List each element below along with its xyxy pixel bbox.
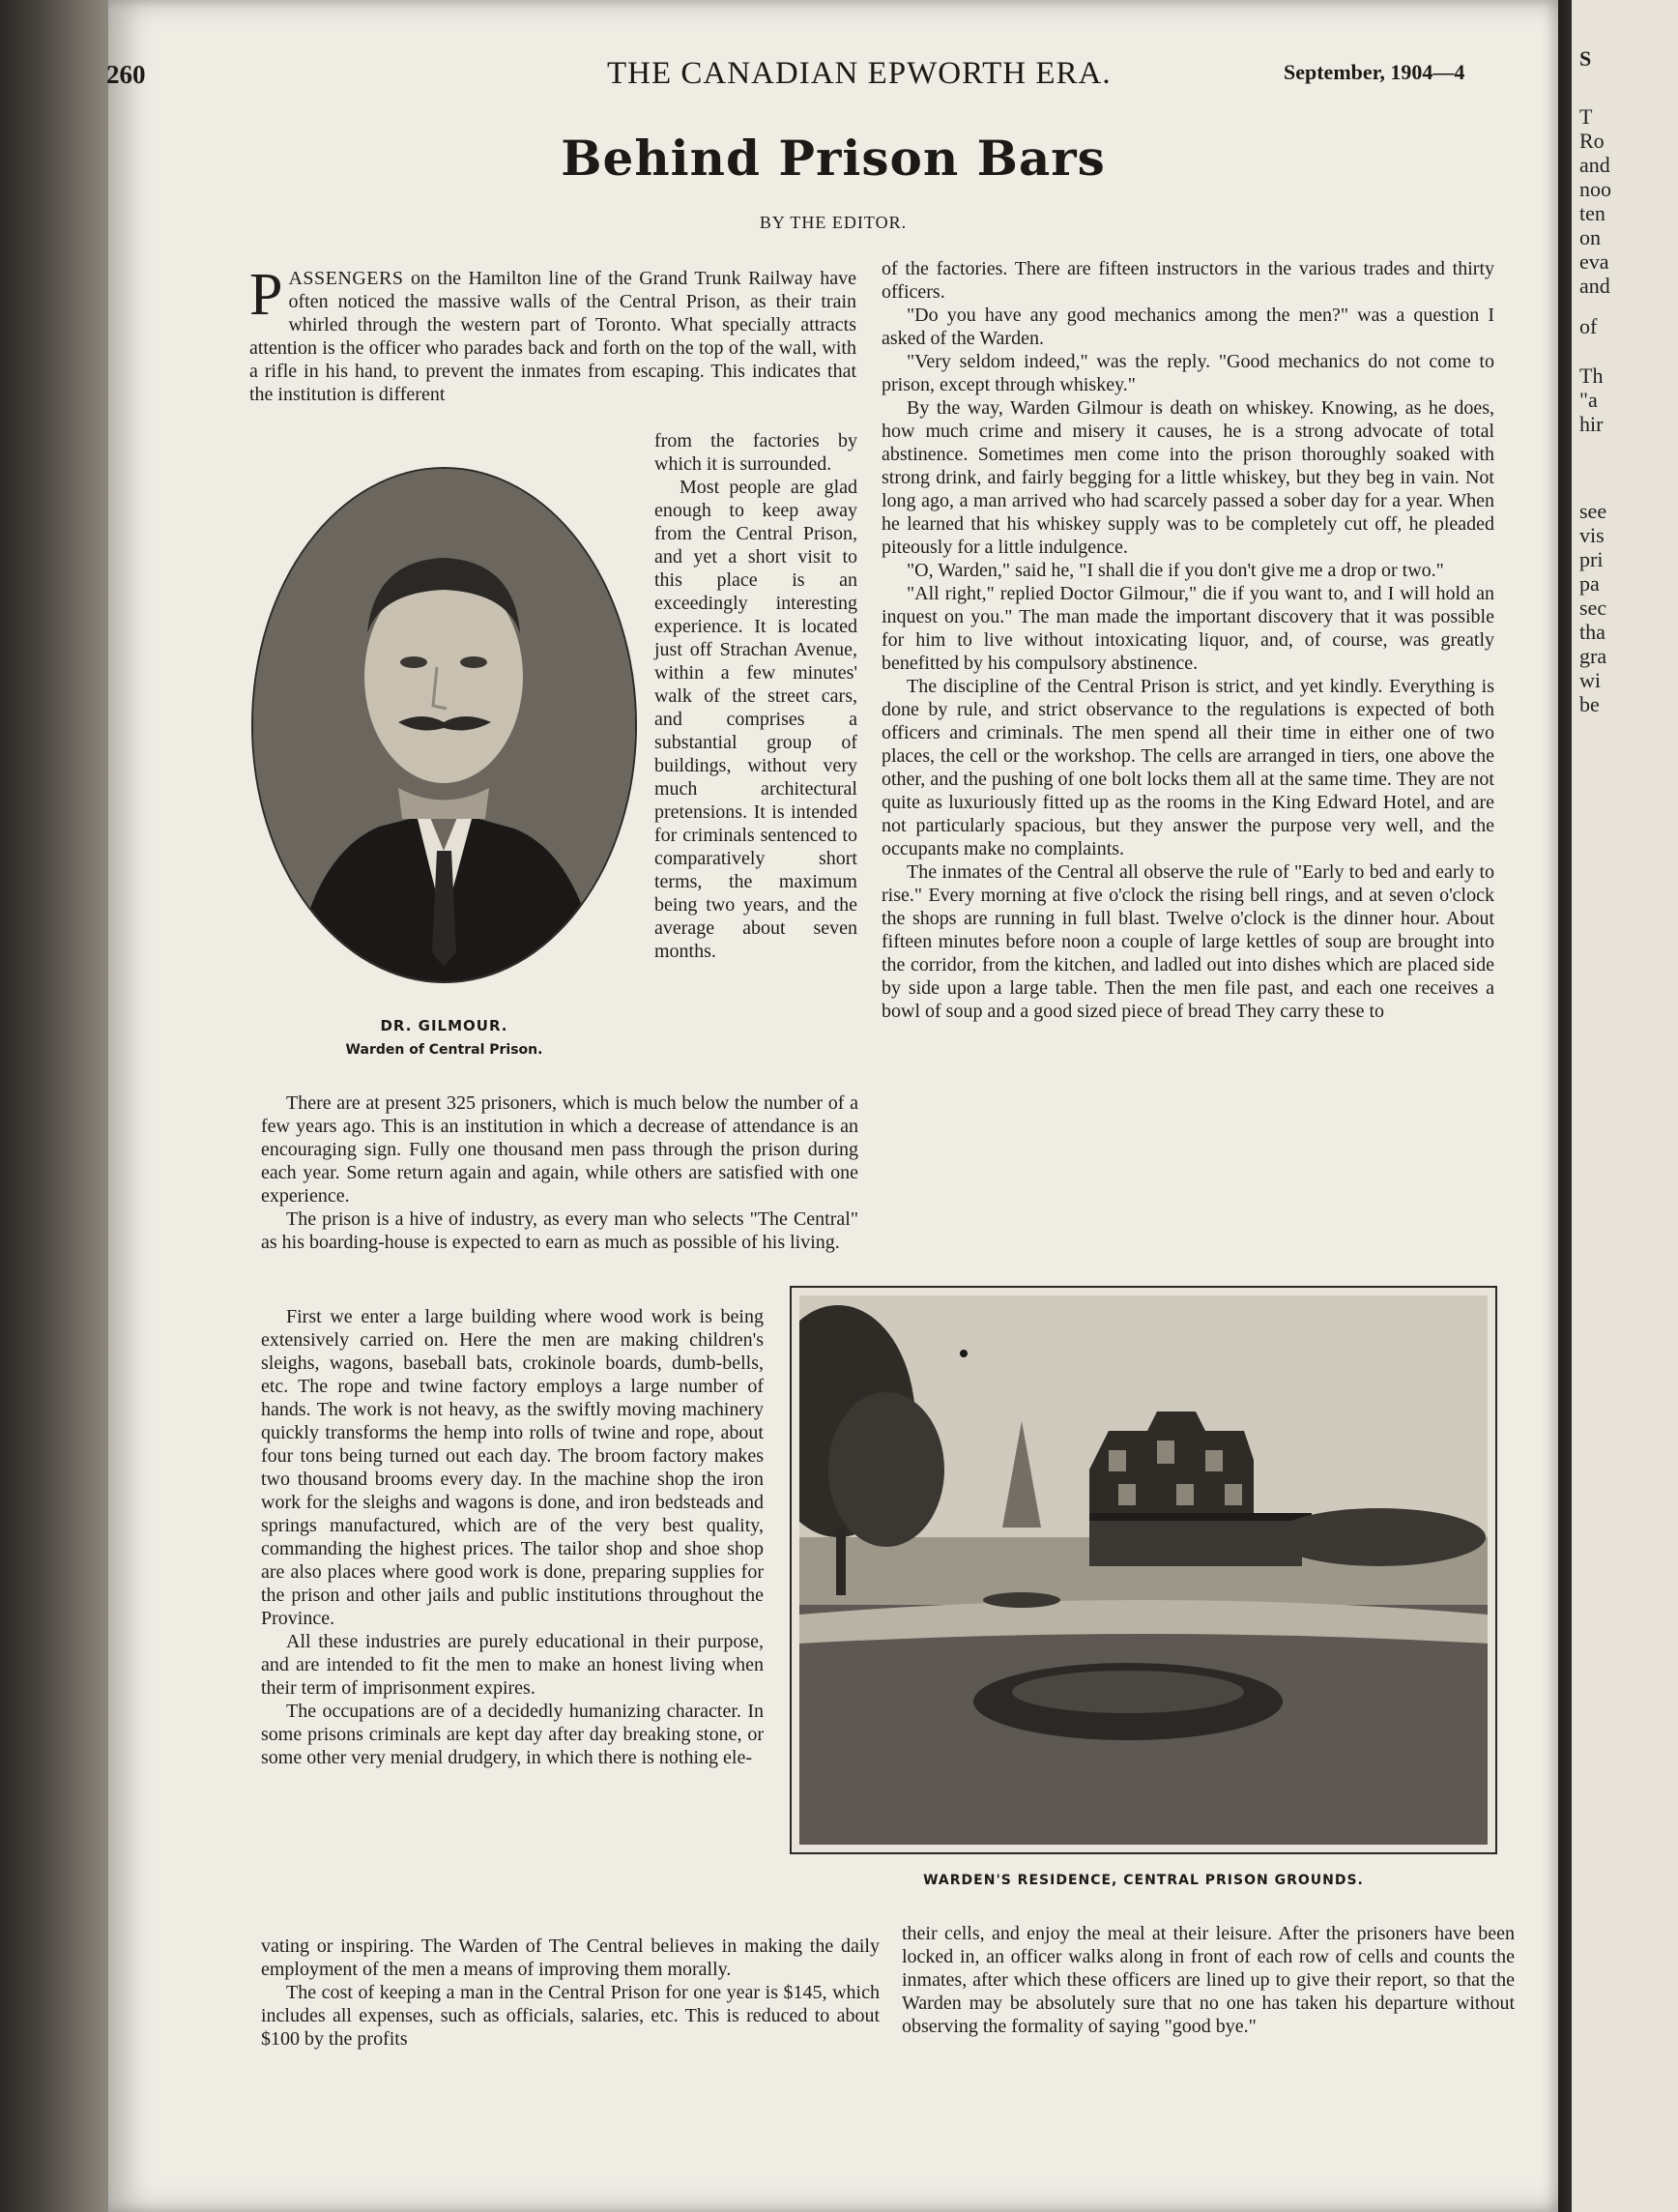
paragraph: First we enter a large building where wood work is being extensively carried on. Here the men are making children's sleighs, wagons, baseball bats, crokinole boards, dumb-bells, etc. The rope and twine factory employs a large number of hands. The work is not heavy, as the swiftly moving machinery quickly transforms the hemp into rolls of twine and rope, about four tons being turned out each day. The broom factory makes two thousand brooms every day. In the machine shop the iron work for the sleighs and wagons is done, and iron bedsteads and springs manufactured, which are of the very best quality, commanding the highest prices. The tailor shop and shoe shop are also places where good work is done, preparing supplies for the prison and other jails and public institutions throughout the Province. bbox=[261, 1306, 764, 1629]
photo-caption: WARDEN'S RESIDENCE, CENTRAL PRISON GROUNDS. bbox=[923, 1873, 1364, 1888]
page-number: 260 bbox=[106, 60, 146, 89]
residence-photo bbox=[799, 1295, 1488, 1845]
paragraph: "Very seldom indeed," was the reply. "Good mechanics do not come to prison, except through whiskey." bbox=[882, 351, 1494, 395]
next-page-fragment: noo bbox=[1579, 177, 1611, 201]
article-title: Behind Prison Bars bbox=[561, 130, 1106, 187]
paragraph: The inmates of the Central all observe the rule of "Early to bed and early to rise." Every morning at five o'clock the rising bell rings, and at seven o'clock the shops are running in full blast. Twelve o'clock is the dinner hour. About fifteen minutes before noon a couple of large kettles of soup are brought into the corridor, from the kitchen, and ladled out into dishes which are placed side by side upon a large table. Then the men file past, and each one receives a bowl of soup and a good sized piece of bread They carry these to bbox=[882, 861, 1494, 1022]
paragraph: All these industries are purely educational in their purpose, and are intended to fit the men to make an honest living when their term of imprisonment expires. bbox=[261, 1631, 764, 1699]
portrait-caption-name: DR. GILMOUR. bbox=[380, 1017, 508, 1034]
portrait-image bbox=[253, 469, 635, 981]
next-page-fragment: tha bbox=[1579, 620, 1606, 644]
issue-date: September, 1904—4 bbox=[1284, 60, 1465, 84]
paragraph: The occupations are of a decidedly humanizing character. In some prisons criminals are kept day after day breaking stone, or some other very menial drudgery, in which there is nothing ele- bbox=[261, 1701, 764, 1768]
drop-cap: P bbox=[249, 262, 283, 328]
paragraph: from the factories by which it is surrounded. bbox=[654, 430, 857, 475]
next-page-fragment: Th bbox=[1579, 364, 1604, 388]
residence-scene bbox=[799, 1295, 1488, 1845]
text-column-left-middle bbox=[261, 1091, 858, 1254]
text-column-left-bottom bbox=[261, 1935, 880, 2051]
text-column-right bbox=[882, 257, 1494, 1023]
article-lead bbox=[249, 262, 856, 406]
book-binding bbox=[0, 0, 108, 2212]
paragraph: The prison is a hive of industry, as every man who selects "The Central" as his boarding-house is expected to earn as much as possible of his living. bbox=[261, 1208, 858, 1253]
adjacent-page-edge bbox=[1572, 0, 1678, 2212]
next-page-fragment: on bbox=[1579, 225, 1601, 249]
next-page-fragment: of bbox=[1579, 314, 1598, 338]
portrait-caption-role: Warden of Central Prison. bbox=[345, 1042, 543, 1058]
next-page-fragment: vis bbox=[1579, 523, 1605, 547]
next-page-fragment: ten bbox=[1579, 201, 1606, 225]
paragraph: There are at present 325 prisoners, which is much below the number of a few years ago. This is an institution in which a decrease of attendance is an encouraging sign. Fully one thousand men pass through the prison during each year. Some return again and again, while others are satisfied with one experience. bbox=[261, 1092, 858, 1207]
paragraph: their cells, and enjoy the meal at their leisure. After the prisoners have been locked in, an officer walks along in front of each row of cells and counts the inmates, after which these officers are lined up to give their report, so that the Warden may be absolutely sure that no one has taken his departure without observing the formality of saying "good bye." bbox=[902, 1923, 1515, 2037]
paragraph: Most people are glad enough to keep away from the Central Prison, and yet a short visit to this place is an exceedingly interesting experience. It is located just off Strachan Avenue, within a few minutes' walk of the street cars, and comprises a substantial group of buildings, without very much architectural pretensions. It is intended for criminals sentenced to comparatively short terms, the maximum being two years, and the average about seven months. bbox=[654, 477, 857, 962]
next-page-fragment: sec bbox=[1579, 596, 1607, 620]
residence-photo-frame bbox=[790, 1286, 1497, 1854]
lead-smallcaps: ASSENGERS bbox=[288, 268, 404, 289]
paragraph: vating or inspiring. The Warden of The Central believes in making the daily employment of the men a means of improving them morally. bbox=[261, 1936, 880, 1980]
next-page-fragment: T bbox=[1579, 104, 1593, 129]
next-page-fragment: Ro bbox=[1579, 129, 1605, 153]
paragraph: "Do you have any good mechanics among the men?" was a question I asked of the Warden. bbox=[882, 305, 1494, 349]
next-page-fragment: pa bbox=[1579, 571, 1600, 596]
portrait-photo bbox=[253, 469, 635, 981]
next-page-fragment: and bbox=[1579, 153, 1610, 177]
next-page-fragment: "a bbox=[1579, 388, 1598, 412]
next-page-fragment: wi bbox=[1579, 668, 1601, 692]
paragraph: By the way, Warden Gilmour is death on whiskey. Knowing, as he does, how much crime and misery it causes, he is a strong advocate of total abstinence. Sometimes men come into the prison thoroughly soaked with strong drink, and fairly begging for a little whiskey, but they beg in vain. Not long ago, a man arrived who had scarcely passed a sober day for a year. When he learned that his whiskey supply was to be completely cut off, he pleaded piteously for a little indulgence. bbox=[882, 397, 1494, 558]
paragraph: "All right," replied Doctor Gilmour," die if you want to, and I will hold an inquest on you." The man made the important discovery that it was possible for him to live without intoxicating liquor, and, of course, was greatly benefitted by his compulsory abstinence. bbox=[882, 583, 1494, 674]
portrait-figure bbox=[253, 469, 635, 981]
text-beside-portrait bbox=[654, 429, 857, 963]
journal-title: THE CANADIAN EPWORTH ERA. bbox=[607, 56, 1112, 91]
paragraph: of the factories. There are fifteen instructors in the various trades and thirty officers. bbox=[882, 258, 1494, 303]
next-page-fragment: and bbox=[1579, 274, 1610, 298]
paragraph: The discipline of the Central Prison is strict, and yet kindly. Everything is done by rule, and strict observance to the regulations is expected of both officers and criminals. The men spend all their time in either one of two places, the cell or the workshop. The cells are arranged in tiers, one above the other, and the pushing of one bolt locks them all at the same time. They are not quite as luxuriously fitted up as the rooms in the King Edward Hotel, and are not particularly spacious, but they answer the purpose very well, and the occupants make no complaints. bbox=[882, 676, 1494, 859]
next-page-fragment: hir bbox=[1579, 412, 1604, 436]
text-column-left-lower bbox=[261, 1305, 764, 1769]
text-column-right-bottom bbox=[902, 1922, 1515, 2038]
article-byline: BY THE EDITOR. bbox=[759, 213, 908, 232]
page-gutter bbox=[1558, 0, 1572, 2212]
next-page-fragment: gra bbox=[1579, 644, 1607, 668]
next-page-fragment: eva bbox=[1579, 249, 1609, 274]
paragraph: "O, Warden," said he, "I shall die if you don't give me a drop or two." bbox=[907, 560, 1444, 581]
lead-text: on the Hamilton line of the Grand Trunk Railway have often noticed the massive walls of the Central Prison, as their train whirled through the western part of Toronto. What specially attracts attention is the officer who parades back and forth on the top of the wall, with a rifle in his hand, to prevent the inmates from escaping. This indicates that the institution is different bbox=[249, 268, 856, 405]
next-page-fragment: see bbox=[1579, 499, 1607, 523]
next-page-fragment: pri bbox=[1579, 547, 1604, 571]
next-page-fragment: S bbox=[1579, 46, 1592, 71]
paragraph: The cost of keeping a man in the Central Prison for one year is $145, which includes all expenses, such as officials, salaries, etc. This is reduced to about $100 by the profits bbox=[261, 1982, 880, 2050]
next-page-fragment: be bbox=[1579, 692, 1600, 716]
